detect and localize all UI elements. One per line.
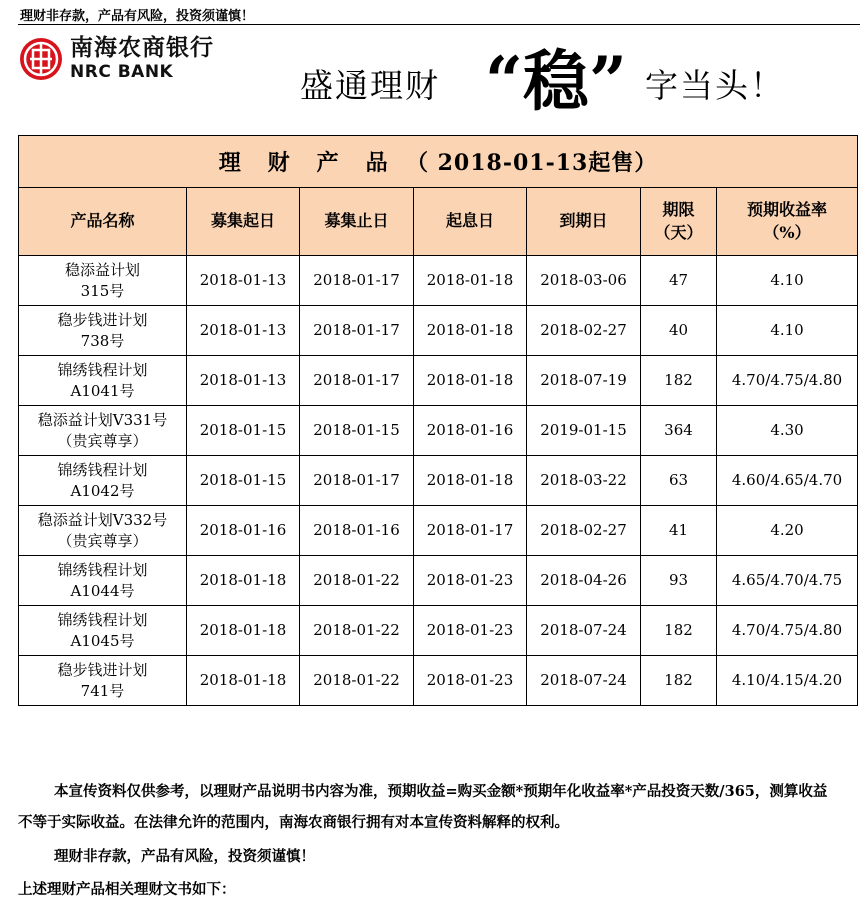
table-title: 理 财 产 品 （ 2018-01-13起售） bbox=[19, 136, 858, 188]
term-days-cell: 63 bbox=[641, 456, 717, 506]
raise-start-cell: 2018-01-13 bbox=[187, 306, 300, 356]
documents-intro-text: 上述理财产品相关理财文书如下： bbox=[18, 881, 236, 898]
term-days-cell: 93 bbox=[641, 556, 717, 606]
raise-start-cell: 2018-01-15 bbox=[187, 456, 300, 506]
product-name-cell: 稳添益计划V332号 （贵宾尊享） bbox=[19, 506, 187, 556]
expected-yield-cell: 4.10 bbox=[717, 256, 858, 306]
slogan-start: 盛通理财 bbox=[300, 66, 440, 105]
risk-warning-text: 理财非存款，产品有风险，投资须谨慎！ bbox=[54, 848, 315, 865]
value-date-cell: 2018-01-23 bbox=[414, 606, 527, 656]
expected-yield-cell: 4.70/4.75/4.80 bbox=[717, 606, 858, 656]
raise-start-cell: 2018-01-15 bbox=[187, 406, 300, 456]
raise-start-cell: 2018-01-16 bbox=[187, 506, 300, 556]
value-date-cell: 2018-01-23 bbox=[414, 556, 527, 606]
table-row bbox=[19, 406, 858, 456]
bank-name-cn: 南海农商银行 bbox=[70, 35, 214, 61]
table-row bbox=[19, 456, 858, 506]
col-header-maturity: 到期日 bbox=[527, 188, 641, 256]
raise-end-cell: 2018-01-17 bbox=[300, 456, 414, 506]
maturity-date-cell: 2019-01-15 bbox=[527, 406, 641, 456]
table-row bbox=[19, 356, 858, 406]
term-days-cell: 364 bbox=[641, 406, 717, 456]
term-days-cell: 40 bbox=[641, 306, 717, 356]
expected-yield-cell: 4.10 bbox=[717, 306, 858, 356]
table-header-row bbox=[19, 188, 858, 256]
maturity-date-cell: 2018-07-24 bbox=[527, 606, 641, 656]
expected-yield-cell: 4.60/4.65/4.70 bbox=[717, 456, 858, 506]
product-name-cell: 锦绣钱程计划 A1044号 bbox=[19, 556, 187, 606]
maturity-date-cell: 2018-07-19 bbox=[527, 356, 641, 406]
product-name-cell: 锦绣钱程计划 A1045号 bbox=[19, 606, 187, 656]
maturity-date-cell: 2018-02-27 bbox=[527, 506, 641, 556]
table-title-row bbox=[19, 136, 858, 188]
table-row bbox=[19, 606, 858, 656]
col-header-value-date: 起息日 bbox=[414, 188, 527, 256]
raise-end-cell: 2018-01-17 bbox=[300, 256, 414, 306]
raise-end-cell: 2018-01-16 bbox=[300, 506, 414, 556]
maturity-date-cell: 2018-03-06 bbox=[527, 256, 641, 306]
maturity-date-cell: 2018-03-22 bbox=[527, 456, 641, 506]
raise-end-cell: 2018-01-22 bbox=[300, 556, 414, 606]
table-row bbox=[19, 256, 858, 306]
col-header-start: 募集起日 bbox=[187, 188, 300, 256]
raise-end-cell: 2018-01-15 bbox=[300, 406, 414, 456]
col-header-name: 产品名称 bbox=[19, 188, 187, 256]
expected-yield-cell: 4.30 bbox=[717, 406, 858, 456]
value-date-cell: 2018-01-23 bbox=[414, 656, 527, 706]
raise-start-cell: 2018-01-13 bbox=[187, 256, 300, 306]
bank-emblem-icon bbox=[18, 36, 64, 82]
raise-end-cell: 2018-01-17 bbox=[300, 356, 414, 406]
product-name-cell: 锦绣钱程计划 A1042号 bbox=[19, 456, 187, 506]
term-days-cell: 47 bbox=[641, 256, 717, 306]
raise-end-cell: 2018-01-22 bbox=[300, 656, 414, 706]
slogan-end: 字当头！ bbox=[645, 66, 785, 105]
product-name-cell: 稳添益计划V331号 （贵宾尊享） bbox=[19, 406, 187, 456]
expected-yield-cell: 4.70/4.75/4.80 bbox=[717, 356, 858, 406]
value-date-cell: 2018-01-17 bbox=[414, 506, 527, 556]
top-risk-warning: 理财非存款，产品有风险，投资须谨慎！ bbox=[20, 9, 255, 24]
product-name-cell: 稳步钱进计划 741号 bbox=[19, 656, 187, 706]
maturity-date-cell: 2018-02-27 bbox=[527, 306, 641, 356]
col-header-rate: 预期收益率 （%） bbox=[717, 188, 858, 256]
value-date-cell: 2018-01-18 bbox=[414, 306, 527, 356]
term-days-cell: 182 bbox=[641, 606, 717, 656]
product-name-cell: 稳添益计划 315号 bbox=[19, 256, 187, 306]
expected-yield-cell: 4.65/4.70/4.75 bbox=[717, 556, 858, 606]
value-date-cell: 2018-01-18 bbox=[414, 256, 527, 306]
term-days-cell: 182 bbox=[641, 656, 717, 706]
raise-end-cell: 2018-01-22 bbox=[300, 606, 414, 656]
col-header-term: 期限 （天） bbox=[641, 188, 717, 256]
maturity-date-cell: 2018-07-24 bbox=[527, 656, 641, 706]
raise-start-cell: 2018-01-18 bbox=[187, 606, 300, 656]
bank-logo bbox=[18, 36, 214, 82]
product-name-cell: 稳步钱进计划 738号 bbox=[19, 306, 187, 356]
slogan-highlight: “稳” bbox=[485, 42, 627, 120]
col-header-end: 募集止日 bbox=[300, 188, 414, 256]
raise-end-cell: 2018-01-17 bbox=[300, 306, 414, 356]
table-row bbox=[19, 506, 858, 556]
expected-yield-cell: 4.20 bbox=[717, 506, 858, 556]
products-table bbox=[18, 135, 858, 706]
value-date-cell: 2018-01-18 bbox=[414, 456, 527, 506]
value-date-cell: 2018-01-18 bbox=[414, 356, 527, 406]
product-name-cell: 锦绣钱程计划 A1041号 bbox=[19, 356, 187, 406]
expected-yield-cell: 4.10/4.15/4.20 bbox=[717, 656, 858, 706]
raise-start-cell: 2018-01-18 bbox=[187, 656, 300, 706]
maturity-date-cell: 2018-04-26 bbox=[527, 556, 641, 606]
table-row bbox=[19, 656, 858, 706]
disclaimer-text: 本宣传资料仅供参考，以理财产品说明书内容为准，预期收益=购买金额*预期年化收益率*产品投资天数/365，测算收益不等于实际收益。在法律允许的范围内，南海农商银行拥有对本宣传资料解释的权利。 bbox=[18, 783, 828, 831]
table-row bbox=[19, 306, 858, 356]
raise-start-cell: 2018-01-18 bbox=[187, 556, 300, 606]
raise-start-cell: 2018-01-13 bbox=[187, 356, 300, 406]
term-days-cell: 41 bbox=[641, 506, 717, 556]
header-divider bbox=[18, 24, 860, 25]
table-row bbox=[19, 556, 858, 606]
value-date-cell: 2018-01-16 bbox=[414, 406, 527, 456]
bank-name-en: NRC BANK bbox=[70, 62, 174, 82]
term-days-cell: 182 bbox=[641, 356, 717, 406]
